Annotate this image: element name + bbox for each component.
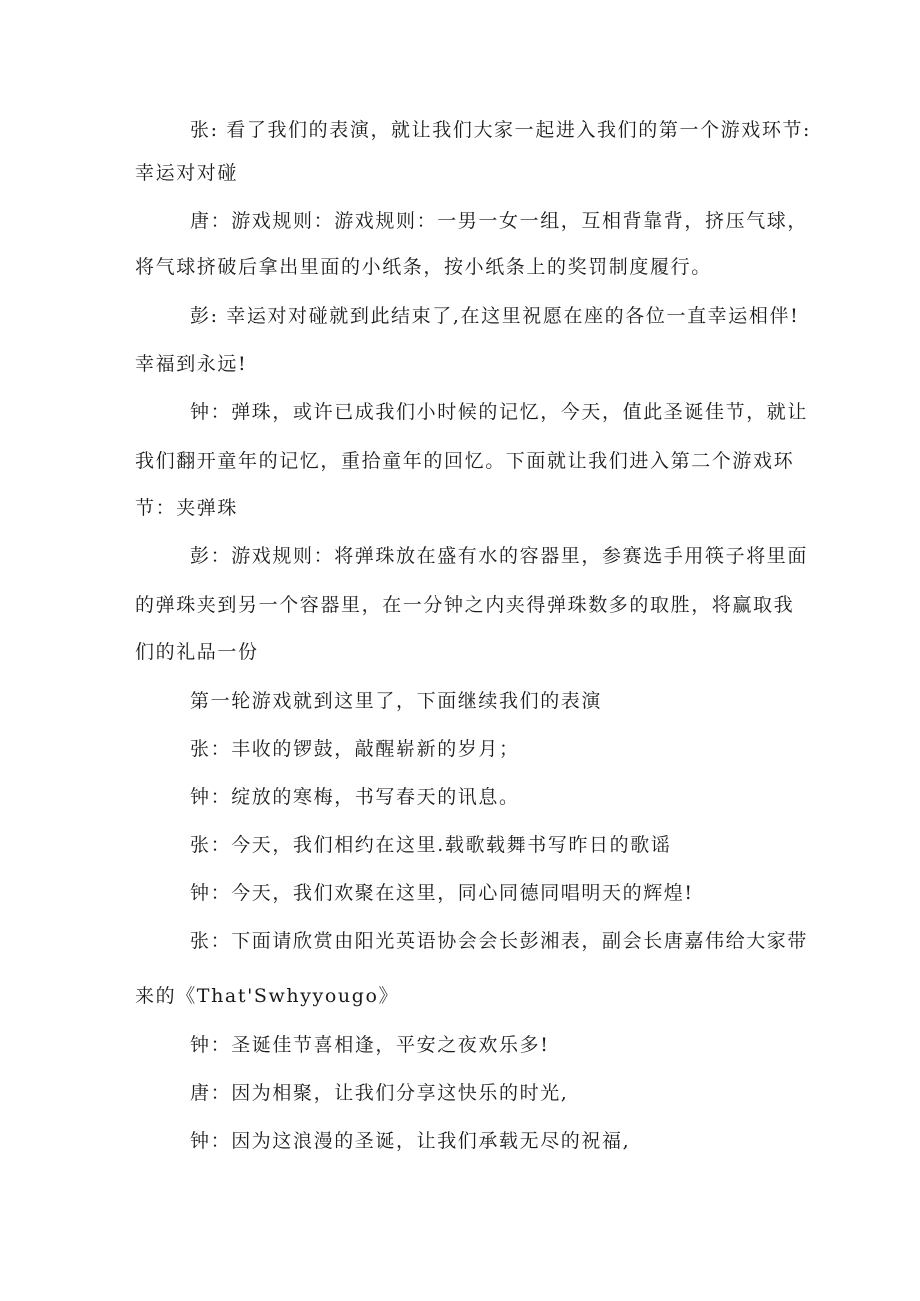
text-line: 唐：因为相聚，让我们分享这快乐的时光, xyxy=(190,1082,569,1104)
text-line: 彭: 幸运对对碰就到此结束了,在这里祝愿在座的各位一直幸运相伴! xyxy=(190,305,800,327)
text-line: 们的礼品一份 xyxy=(135,641,259,663)
text-line: 唐：游戏规则：游戏规则：一男一女一组，互相背靠背，挤压气球， xyxy=(190,210,809,232)
text-line: 钟：圣诞佳节喜相逢，平安之夜欢乐多! xyxy=(190,1034,550,1056)
text-line: 张：下面请欣赏由阳光英语协会会长彭湘表，副会长唐嘉伟给大家带 xyxy=(190,930,809,952)
text-line: 幸运对对碰 xyxy=(135,162,239,184)
text-line: 钟：因为这浪漫的圣诞，让我们承载无尽的祝福, xyxy=(190,1130,631,1152)
text-line: 来的《That'Swhyyougo》 xyxy=(135,985,400,1007)
text-line: 第一轮游戏就到这里了，下面继续我们的表演 xyxy=(190,690,603,712)
text-line: 的弹珠夹到另一个容器里，在一分钟之内夹得弹珠数多的取胜，将赢取我 xyxy=(135,594,795,616)
text-line: 钟：今天，我们欢聚在这里，同心同德同唱明天的辉煌! xyxy=(190,882,694,904)
text-line: 张: 看了我们的表演，就让我们大家一起进入我们的第一个游戏环节: xyxy=(190,119,812,141)
text-line: 节：夹弹珠 xyxy=(135,497,239,519)
text-line: 张：丰收的锣鼓，敲醒崭新的岁月； xyxy=(190,738,520,760)
text-line: 我们翻开童年的记忆，重拾童年的回忆。下面就让我们进入第二个游戏环 xyxy=(135,450,795,472)
text-line: 张：今天，我们相约在这里.载歌载舞书写昨日的歌谣 xyxy=(190,834,672,856)
text-line: 彭：游戏规则：将弹珠放在盛有水的容器里，参赛选手用筷子将里面 xyxy=(190,545,809,567)
text-line: 钟：绽放的寒梅，书写春天的讯息。 xyxy=(190,786,520,808)
text-line: 将气球挤破后拿出里面的小纸条，按小纸条上的奖罚制度履行。 xyxy=(135,256,712,278)
text-line: 钟：弹珠，或许已成我们小时候的记忆，今天，值此圣诞佳节，就让 xyxy=(190,401,809,423)
text-line: 幸福到永远! xyxy=(135,353,248,375)
